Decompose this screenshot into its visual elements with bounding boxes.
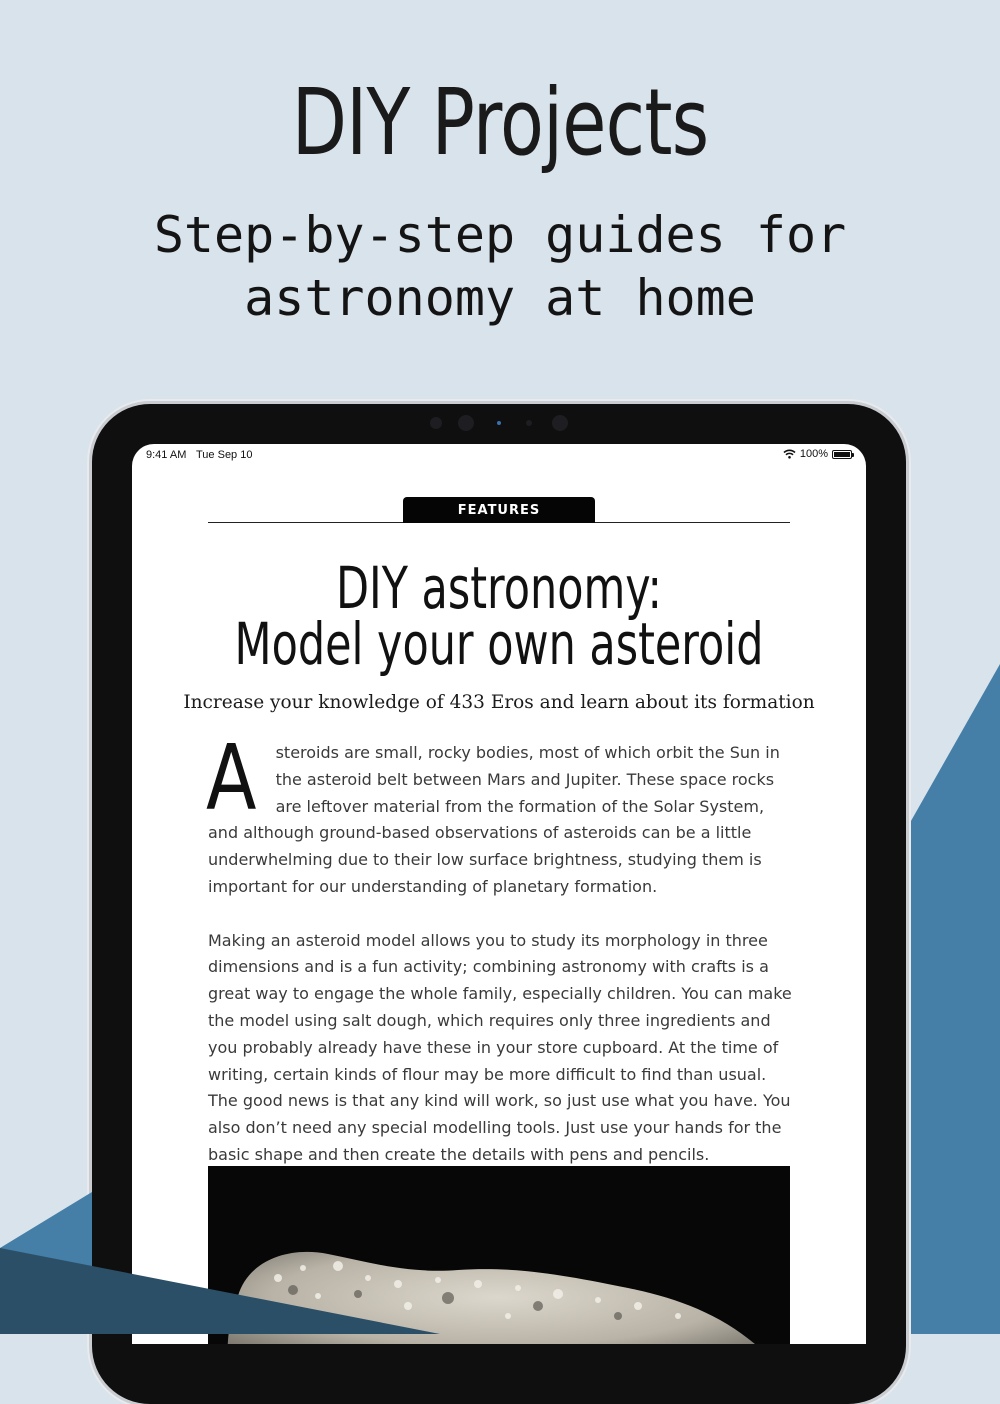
asteroid-model-photo (208, 1166, 790, 1344)
promo-subtitle (0, 204, 1000, 330)
promo-title: DIY Projects (291, 69, 709, 176)
drop-cap: A (206, 726, 257, 831)
article-paragraph: Making an asteroid model allows you to study its morphology in three dimensions and is a fun activity; combining astronomy with crafts is a great way to engage the whole family, especially children. You can make the model using salt dough, which requires only three ingredients and you probably already have these in your store cupboard. At the time of writing, certain kinds of flour may be more difficult to find than usual. The good news is that any kind will work, so just use what you have. You also don’t need any special modelling tools. Just use your hands for the basic shape and then create the details with pens and pencils. (208, 930, 792, 1164)
promo-subtitle-line-2: astronomy at home (244, 269, 756, 327)
headline-line-1: DIY astronomy: (335, 554, 663, 622)
sensor-icon (526, 420, 532, 426)
volume-down-button (906, 548, 910, 594)
camera-icon (552, 415, 568, 431)
battery-fill (834, 452, 850, 457)
asteroid-model-image (208, 1166, 790, 1344)
status-bar (132, 444, 866, 466)
volume-up-button (906, 492, 910, 538)
camera-icon (458, 415, 474, 431)
battery-percentage: 100% (799, 448, 828, 460)
article-headline (227, 554, 770, 678)
promo-subtitle-line-1: Step-by-step guides for (153, 206, 847, 264)
indicator-icon (497, 421, 501, 425)
status-right (783, 448, 852, 460)
status-time: 9:41 AM (146, 449, 187, 461)
article-paragraph (206, 726, 792, 901)
article-deck: Increase your knowledge of 433 Eros and learn about its formation (183, 692, 815, 713)
tablet-screen (132, 444, 866, 1344)
battery-icon (832, 450, 852, 459)
headline-line-2: Model your own asteroid (234, 610, 764, 678)
paragraph-1-text: steroids are small, rocky bodies, most of which orbit the Sun in the asteroid belt between Mars and Jupiter. These space rocks are leftover material from the formation of the Solar System, and although ground-based observations of asteroids can be a little underwhelming due to their low surface brightness, studying them is important for our understanding of planetary formation. (208, 743, 780, 896)
status-date: Tue Sep 10 (196, 449, 253, 461)
section-tag[interactable]: FEATURES (403, 497, 595, 523)
sensor-icon (430, 417, 442, 429)
article-body (206, 726, 792, 1196)
wifi-icon (783, 449, 796, 459)
camera-bar (420, 412, 580, 434)
